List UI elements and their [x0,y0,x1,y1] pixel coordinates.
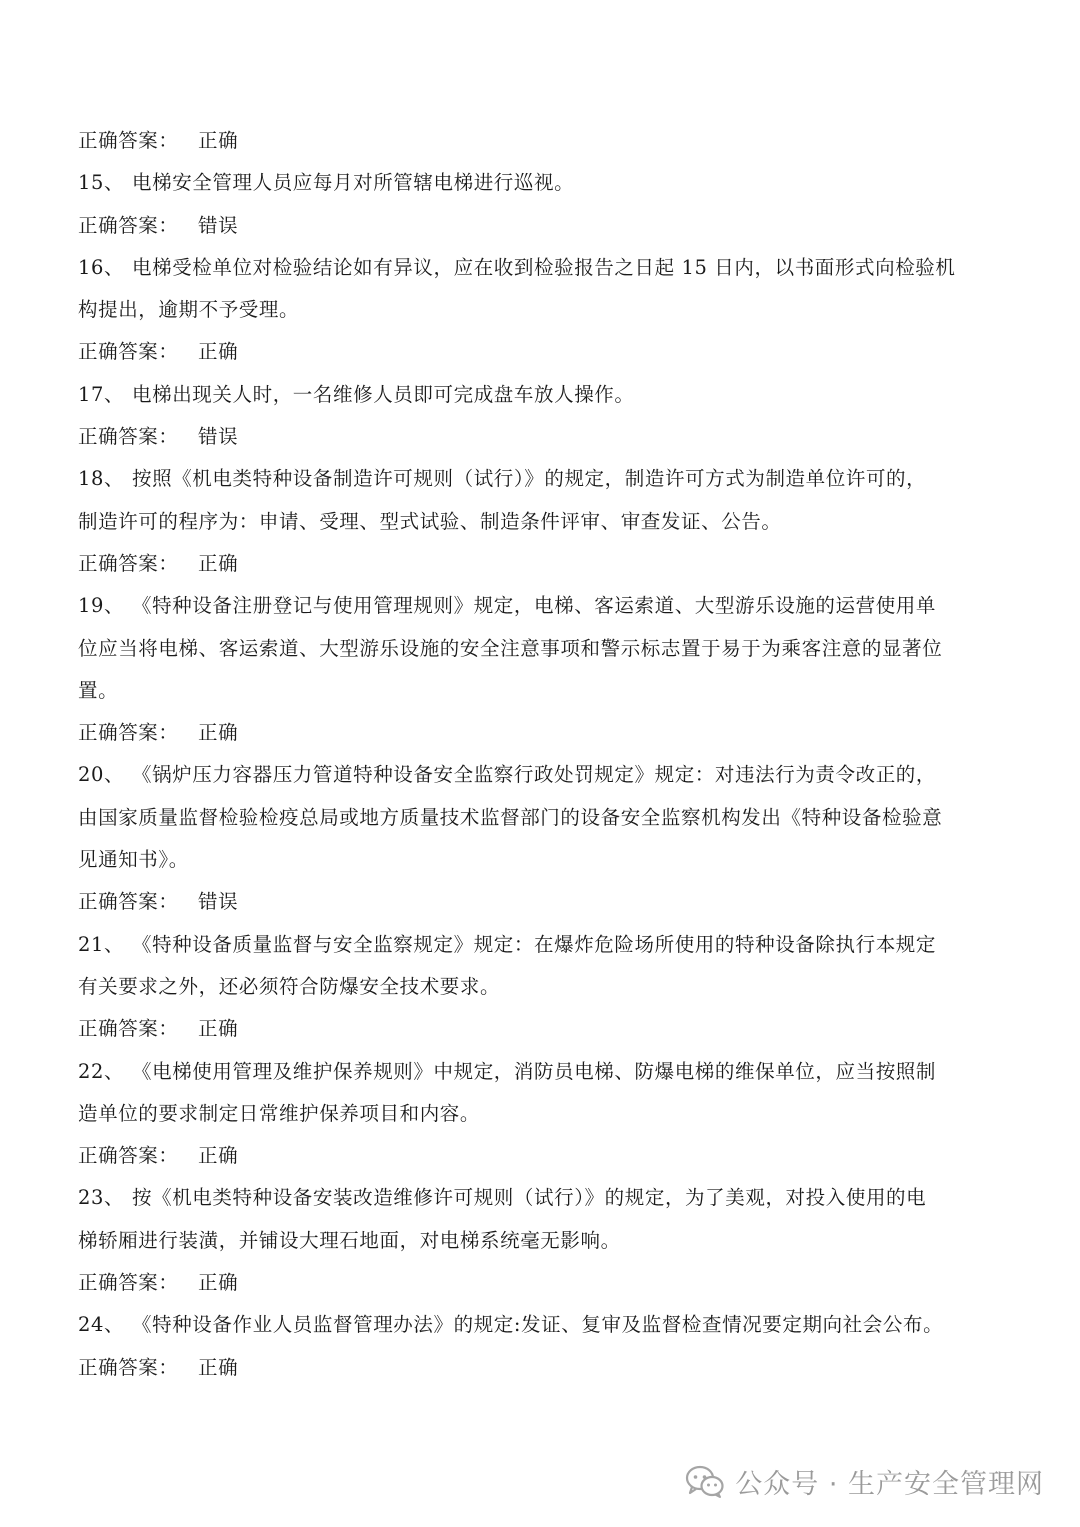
question-first-line [78,585,1008,627]
question-text: 《特种设备作业人员监督管理办法》的规定:发证、复审及监督检查情况要定期向社会公布。 [132,1313,944,1337]
watermark-text: 公众号 · 生产安全管理网 [735,1469,1044,1500]
question-text: 《特种设备注册登记与使用管理规则》规定，电梯、客运索道、大型游乐设施的运营使用单 [132,594,937,618]
question-first-line [78,162,1008,204]
answer-label: 正确答案： [78,340,179,364]
question-number: 18、 [78,467,125,491]
answer-label: 正确答案： [78,1271,179,1295]
question-text: 由国家质量监督检验检疫总局或地方质量技术监督部门的设备安全监察机构发出《特种设备检验意 [78,805,943,829]
question-first-line [78,374,1008,416]
answer-row [78,1135,1008,1177]
answer-value: 正确 [198,1144,239,1168]
question-number: 16、 [78,255,125,279]
question-continuation-line [78,1093,1008,1135]
answer-row [78,712,1008,754]
answer-label: 正确答案： [78,1017,179,1041]
question-number: 24、 [78,1313,125,1337]
answer-row [78,1008,1008,1050]
answer-row [78,881,1008,923]
question-block [78,924,1008,1009]
question-first-line [78,247,1008,289]
question-text: 梯轿厢进行装潢，并铺设大理石地面，对电梯系统毫无影响。 [78,1228,621,1252]
answer-row [78,416,1008,458]
answer-label: 正确答案： [78,1355,179,1379]
question-text: 有关要求之外，还必须符合防爆安全技术要求。 [78,974,501,998]
question-text: 制造许可的程序为：申请、受理、型式试验、制造条件评审、审查发证、公告。 [78,509,782,533]
question-continuation-line [78,670,1008,712]
question-first-line [78,754,1008,796]
answer-label: 正确答案： [78,890,179,914]
question-text: 见通知书》。 [78,848,189,872]
answer-row [78,543,1008,585]
question-continuation-line [78,1220,1008,1262]
answer-row [78,120,1008,162]
answer-value: 错误 [198,213,239,237]
question-block [78,374,1008,416]
question-block [78,162,1008,204]
answer-value: 正确 [198,1355,239,1379]
question-block [78,1051,1008,1136]
question-continuation-line [78,797,1008,839]
quiz-content [78,120,1008,1389]
wechat-logo-icon [685,1465,725,1499]
question-number: 20、 [78,763,125,787]
question-text: 《电梯使用管理及维护保养规则》中规定，消防员电梯、防爆电梯的维保单位，应当按照制 [132,1059,937,1083]
answer-label: 正确答案： [78,1144,179,1168]
question-number: 19、 [78,594,125,618]
answer-label: 正确答案： [78,551,179,575]
question-continuation-line [78,501,1008,543]
watermark [685,1462,1044,1501]
answer-label: 正确答案： [78,213,179,237]
question-continuation-line [78,289,1008,331]
question-text: 按《机电类特种设备安装改造维修许可规则（试行）》的规定，为了美观，对投入使用的电 [132,1186,927,1210]
answer-value: 正确 [198,1271,239,1295]
question-block [78,458,1008,543]
question-block [78,1177,1008,1262]
question-number: 22、 [78,1059,125,1083]
question-text: 电梯受检单位对检验结论如有异议，应在收到检验报告之日起 15 日内，以书面形式向检验机 [132,255,956,279]
question-text: 位应当将电梯、客运索道、大型游乐设施的安全注意事项和警示标志置于易于为乘客注意的显著位 [78,636,943,660]
question-continuation-line [78,628,1008,670]
answer-row [78,1347,1008,1389]
question-first-line [78,1304,1008,1346]
question-first-line [78,924,1008,966]
answer-value: 正确 [198,1017,239,1041]
question-block [78,1304,1008,1346]
question-continuation-line [78,839,1008,881]
question-block [78,585,1008,712]
question-text: 置。 [78,678,119,702]
answer-value: 正确 [198,340,239,364]
question-text: 电梯出现关人时，一名维修人员即可完成盘车放人操作。 [132,382,635,406]
question-block [78,754,1008,881]
answer-value: 错误 [198,425,239,449]
answer-value: 错误 [198,890,239,914]
answer-value: 正确 [198,551,239,575]
answer-row [78,205,1008,247]
question-number: 17、 [78,382,125,406]
answer-value: 正确 [198,129,239,152]
question-text: 电梯安全管理人员应每月对所管辖电梯进行巡视。 [132,171,575,195]
answer-label: 正确答案： [78,425,179,449]
answer-label: 正确答案： [78,721,179,745]
answer-value: 正确 [198,721,239,745]
question-text: 造单位的要求制定日常维护保养项目和内容。 [78,1101,481,1125]
question-continuation-line [78,966,1008,1008]
question-text: 按照《机电类特种设备制造许可规则（试行）》的规定，制造许可方式为制造单位许可的， [132,467,927,491]
question-number: 23、 [78,1186,125,1210]
question-number: 15、 [78,171,125,195]
question-first-line [78,1051,1008,1093]
question-text: 《锅炉压力容器压力管道特种设备安全监察行政处罚规定》规定：对违法行为责令改正的， [132,763,937,787]
question-block [78,247,1008,332]
question-number: 21、 [78,932,125,956]
answer-row [78,331,1008,373]
question-text: 《特种设备质量监督与安全监察规定》规定：在爆炸危险场所使用的特种设备除执行本规定 [132,932,937,956]
question-first-line [78,458,1008,500]
question-first-line [78,1177,1008,1219]
answer-row [78,1262,1008,1304]
question-text: 构提出，逾期不予受理。 [78,298,300,322]
answer-label: 正确答案： [78,129,179,152]
